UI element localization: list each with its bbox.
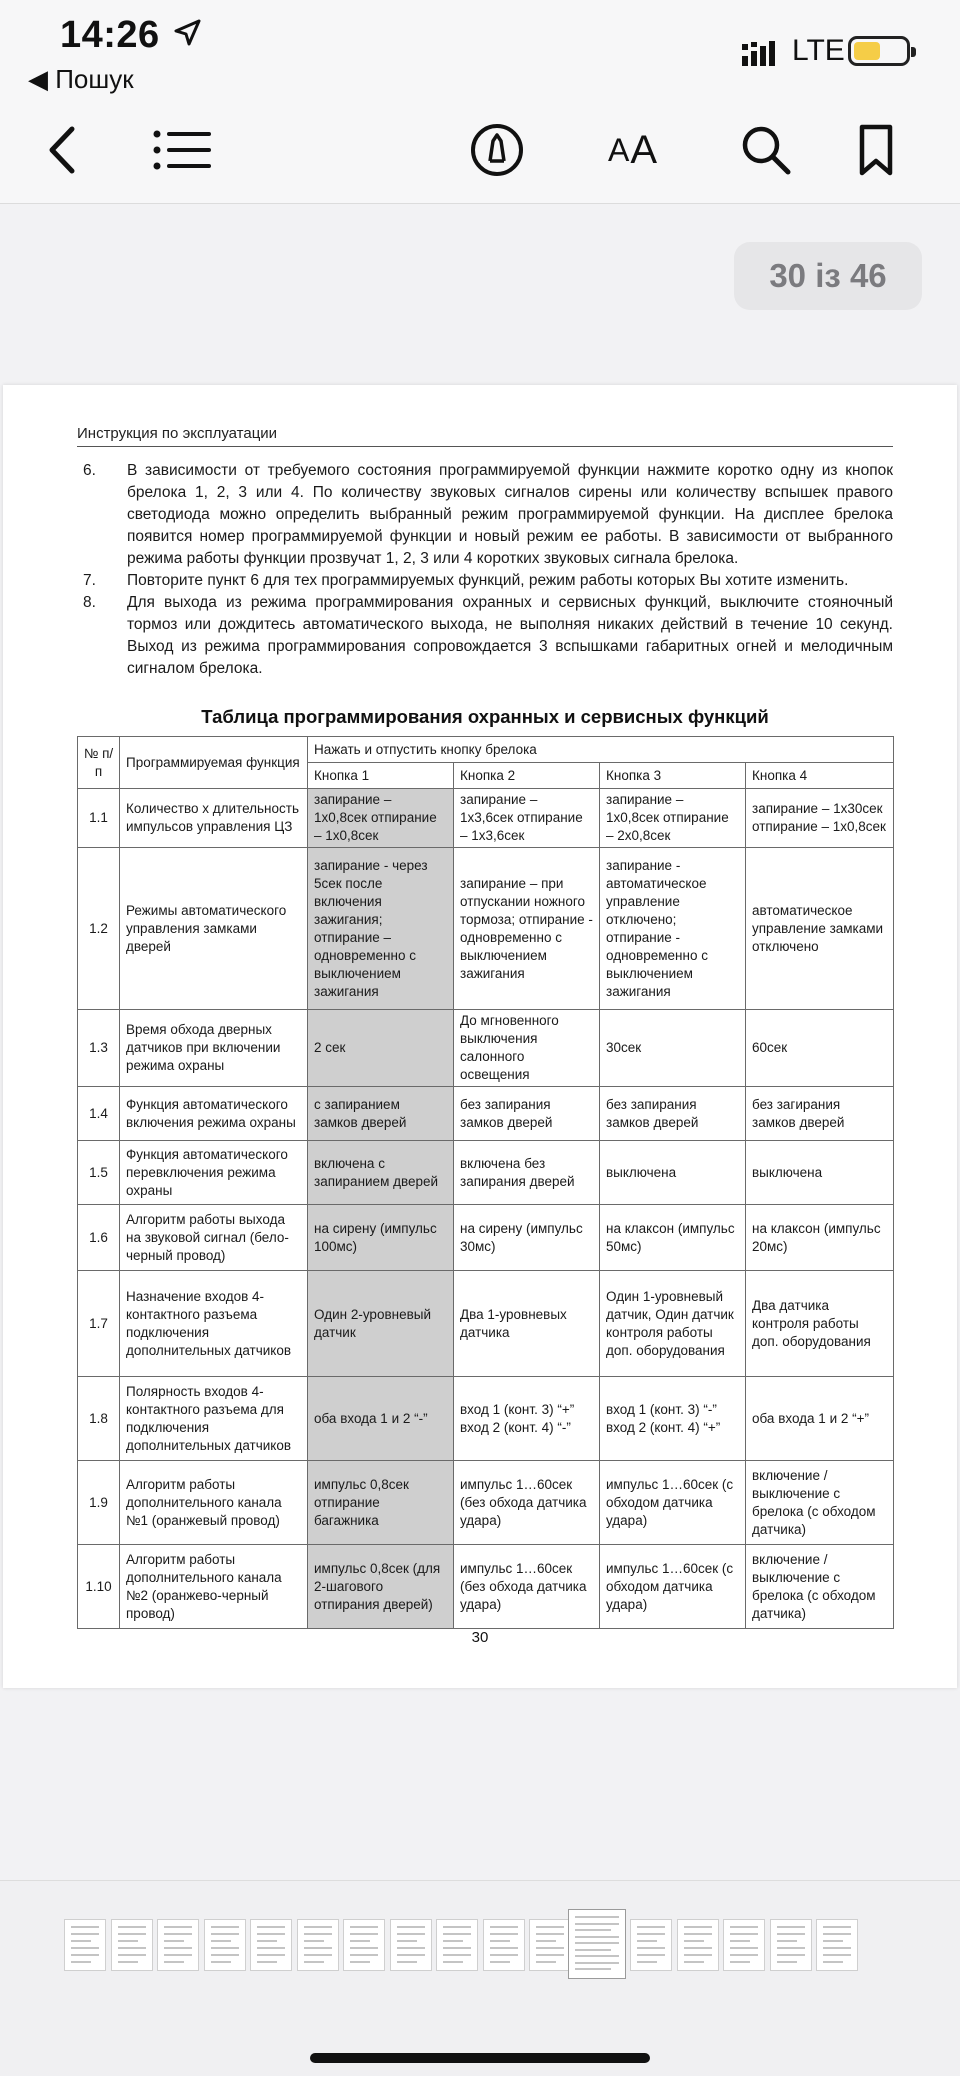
cell-button-2: Два 1-уровневых датчика — [454, 1271, 600, 1377]
bookmark-icon — [858, 123, 894, 177]
cell-button-3: импульс 1…60сек (с обходом датчика удара) — [600, 1545, 746, 1629]
cell-button-4: выключена — [746, 1141, 894, 1205]
page-thumbnail[interactable] — [111, 1919, 153, 1971]
cell-button-1: с запиранием замков дверей — [308, 1087, 454, 1141]
cell-button-4: включение / выключение с брелока (с обходом датчика) — [746, 1545, 894, 1629]
row-number: 1.8 — [78, 1377, 120, 1461]
page-thumbnail[interactable] — [816, 1919, 858, 1971]
table-row — [78, 848, 894, 1010]
row-number: 1.2 — [78, 848, 120, 1010]
row-number: 1.4 — [78, 1087, 120, 1141]
cell-button-4: запирание – 1х30сек отпирание – 1х0,8сек — [746, 789, 894, 848]
table-row — [78, 1377, 894, 1461]
row-number: 1.5 — [78, 1141, 120, 1205]
row-function: Полярность входов 4-контактного разъема для подключения дополнительных датчиков — [120, 1377, 308, 1461]
cell-button-1: включена с запиранием дверей — [308, 1141, 454, 1205]
item-number: 6. — [83, 462, 96, 479]
contents-button[interactable] — [152, 118, 212, 182]
status-time: 14:26 — [60, 14, 160, 56]
row-number: 1.10 — [78, 1545, 120, 1629]
cell-button-3: запирание – 1х0,8сек отпирание – 2х0,8сек — [600, 789, 746, 848]
cell-button-3: вход 1 (конт. 3) “-” вход 2 (конт. 4) “+” — [600, 1377, 746, 1461]
item-text: Повторите пункт 6 для тех программируемых функций, режим работы которых Вы хотите изменить. — [127, 572, 849, 589]
row-function: Функция автоматического перевключения режима охраны — [120, 1141, 308, 1205]
cell-button-1: на сирену (импульс 100мс) — [308, 1205, 454, 1271]
table-row — [78, 1271, 894, 1377]
programming-table — [77, 736, 894, 1629]
row-number: 1.1 — [78, 789, 120, 848]
header-button-1: Кнопка 1 — [308, 763, 454, 789]
header-rule — [77, 446, 893, 447]
list-item — [77, 570, 893, 592]
row-function: Назначение входов 4-контактного разъема подключения дополнительных датчиков — [120, 1271, 308, 1377]
row-number: 1.9 — [78, 1461, 120, 1545]
search-icon — [740, 124, 792, 176]
table-header-row — [78, 737, 894, 763]
back-to-app-link[interactable]: ◀ Пошук — [28, 64, 134, 94]
header-press: Нажать и отпустить кнопку брелока — [308, 737, 894, 763]
cell-button-1: 2 сек — [308, 1010, 454, 1087]
item-number: 8. — [83, 594, 96, 611]
font-small-label: A — [607, 131, 631, 168]
table-row — [78, 1205, 894, 1271]
table-row — [78, 1461, 894, 1545]
page-number: 30 — [471, 1629, 489, 1646]
page-thumbnail[interactable] — [770, 1919, 812, 1971]
row-function: Алгоритм работы выхода на звуковой сигнал (бело-черный провод) — [120, 1205, 308, 1271]
table-row — [78, 1141, 894, 1205]
cell-button-3: на клаксон (импульс 50мс) — [600, 1205, 746, 1271]
row-function: Функция автоматического включения режима охраны — [120, 1087, 308, 1141]
running-head: Инструкция по эксплуатации — [77, 425, 278, 442]
cell-button-2: вход 1 (конт. 3) “+” вход 2 (конт. 4) “-” — [454, 1377, 600, 1461]
cell-button-1: оба входа 1 и 2 “-” — [308, 1377, 454, 1461]
cell-button-4: включение / выключение с брелока (с обходом датчика) — [746, 1461, 894, 1545]
page-thumbnail-current[interactable] — [568, 1909, 626, 1979]
header-button-4: Кнопка 4 — [746, 763, 894, 789]
page-thumbnail[interactable] — [204, 1919, 246, 1971]
page-thumbnail[interactable] — [64, 1919, 106, 1971]
cell-button-3: выключена — [600, 1141, 746, 1205]
search-button[interactable] — [738, 118, 794, 182]
header-function: Программируемая функция — [120, 737, 308, 789]
page-counter: 30 із 46 — [734, 242, 922, 310]
cell-button-4: оба входа 1 и 2 “+” — [746, 1377, 894, 1461]
status-bar — [0, 0, 960, 100]
list-item — [77, 460, 893, 570]
page-thumbnail[interactable] — [529, 1919, 571, 1971]
cell-button-2: без запирания замков дверей — [454, 1087, 600, 1141]
cell-button-3: запирание - автоматическое управление отключено; отпирание - одновременно с выключением зажигания — [600, 848, 746, 1010]
home-indicator[interactable] — [310, 2053, 650, 2063]
list-icon — [153, 130, 211, 170]
row-number: 1.6 — [78, 1205, 120, 1271]
battery-icon — [848, 36, 910, 66]
cell-button-4: 60сек — [746, 1010, 894, 1087]
cell-button-2: включена без запирания дверей — [454, 1141, 600, 1205]
row-function: Алгоритм работы дополнительного канала №1 (оранжевый провод) — [120, 1461, 308, 1545]
row-number: 1.7 — [78, 1271, 120, 1377]
cell-button-2: запирание – при отпускании ножного тормоза; отпирание - одновременно с выключением зажигания — [454, 848, 600, 1010]
cell-button-4: на клаксон (импульс 20мс) — [746, 1205, 894, 1271]
cell-button-1: запирание – 1х0,8сек отпирание – 1х0,8сек — [308, 789, 454, 848]
cell-button-3: 30сек — [600, 1010, 746, 1087]
font-large-label: A — [630, 127, 659, 172]
font-size-button[interactable] — [598, 118, 668, 182]
table-row — [78, 1545, 894, 1629]
document-page — [3, 385, 957, 1688]
table-row — [78, 789, 894, 848]
cell-button-2: До мгновенного выключения салонного освещения — [454, 1010, 600, 1087]
bookmark-button[interactable] — [856, 118, 896, 182]
cell-button-3: без запирания замков дверей — [600, 1087, 746, 1141]
table-title: Таблица программирования охранных и сервисных функций — [201, 706, 769, 727]
row-number: 1.3 — [78, 1010, 120, 1087]
row-function: Количество х длительность импульсов управления ЦЗ — [120, 789, 308, 848]
signal-strength-icon — [742, 40, 782, 66]
page-thumbnail[interactable] — [630, 1919, 672, 1971]
page-thumbnail[interactable] — [343, 1919, 385, 1971]
reader-toolbar — [0, 100, 960, 204]
row-function: Алгоритм работы дополнительного канала №2 (оранжево-черный провод) — [120, 1545, 308, 1629]
network-type: LTE — [792, 34, 845, 67]
cell-button-4: автоматическое управление замками отключено — [746, 848, 894, 1010]
location-arrow-icon — [172, 18, 202, 48]
page-thumbnail[interactable] — [483, 1919, 525, 1971]
list-item — [77, 592, 893, 680]
item-number: 7. — [83, 572, 96, 589]
cell-button-4: без загирания замков дверей — [746, 1087, 894, 1141]
pen-circle-icon — [470, 123, 524, 177]
table-row — [78, 1010, 894, 1087]
cell-button-2: импульс 1…60сек (без обхода датчика удара) — [454, 1545, 600, 1629]
cell-button-3: Один 1-уровневый датчик, Один датчик контроля работы доп. оборудования — [600, 1271, 746, 1377]
header-button-2: Кнопка 2 — [454, 763, 600, 789]
cell-button-1: импульс 0,8сек (для 2-шагового отпирания дверей) — [308, 1545, 454, 1629]
cell-button-4: Два датчика контроля работы доп. оборудования — [746, 1271, 894, 1377]
cell-button-1: импульс 0,8сек отпирание багажника — [308, 1461, 454, 1545]
cell-button-1: Один 2-уровневый датчик — [308, 1271, 454, 1377]
cell-button-1: запирание - через 5сек после включения зажигания; отпирание – одновременно с выключением зажигания — [308, 848, 454, 1010]
header-button-3: Кнопка 3 — [600, 763, 746, 789]
page-thumbnail[interactable] — [390, 1919, 432, 1971]
cell-button-2: на сирену (импульс 30мс) — [454, 1205, 600, 1271]
annotate-button[interactable] — [468, 118, 526, 182]
page-thumbnail[interactable] — [436, 1919, 478, 1971]
item-text: Для выхода из режима программирования охранных и сервисных функций, выключите стояночный тормоз или дождитесь автоматического выхода, не выполняя никаких действий в течение 10 секунд. Выход из режима программирования сопровождается 3 вспышками габаритных огней и мелодичным сигналом брелока. — [127, 594, 893, 677]
row-function: Режимы автоматического управления замками дверей — [120, 848, 308, 1010]
cell-button-2: запирание – 1х3,6сек отпирание – 1х3,6сек — [454, 789, 600, 848]
thumbnail-strip — [0, 1880, 960, 2076]
page-thumbnail[interactable] — [157, 1919, 199, 1971]
page-thumbnail[interactable] — [723, 1919, 765, 1971]
item-text: В зависимости от требуемого состояния программируемой функции нажмите коротко одну из кнопок брелока 1, 2, 3 или 4. По количеству звуковых сигналов сирены или количеству вспышек правого светодиода можно определить выбранный режим программируемой функции. На дисплее брелока появится номер программируемой функции и новый режим ее работы. В зависимости от выбранного режима работы функции прозвучат 1, 2, 3 или 4 коротких звуковых сигнала брелока. — [127, 462, 893, 567]
cell-button-2: импульс 1…60сек (без обхода датчика удара) — [454, 1461, 600, 1545]
row-function: Время обхода дверных датчиков при включении режима охраны — [120, 1010, 308, 1087]
cell-button-3: импульс 1…60сек (с обходом датчика удара) — [600, 1461, 746, 1545]
page-thumbnail[interactable] — [297, 1919, 339, 1971]
page-thumbnail[interactable] — [250, 1919, 292, 1971]
header-num: № п/п — [78, 737, 120, 789]
page-thumbnail[interactable] — [677, 1919, 719, 1971]
back-button[interactable] — [36, 118, 86, 182]
chevron-left-icon — [44, 125, 78, 175]
table-row — [78, 1087, 894, 1141]
